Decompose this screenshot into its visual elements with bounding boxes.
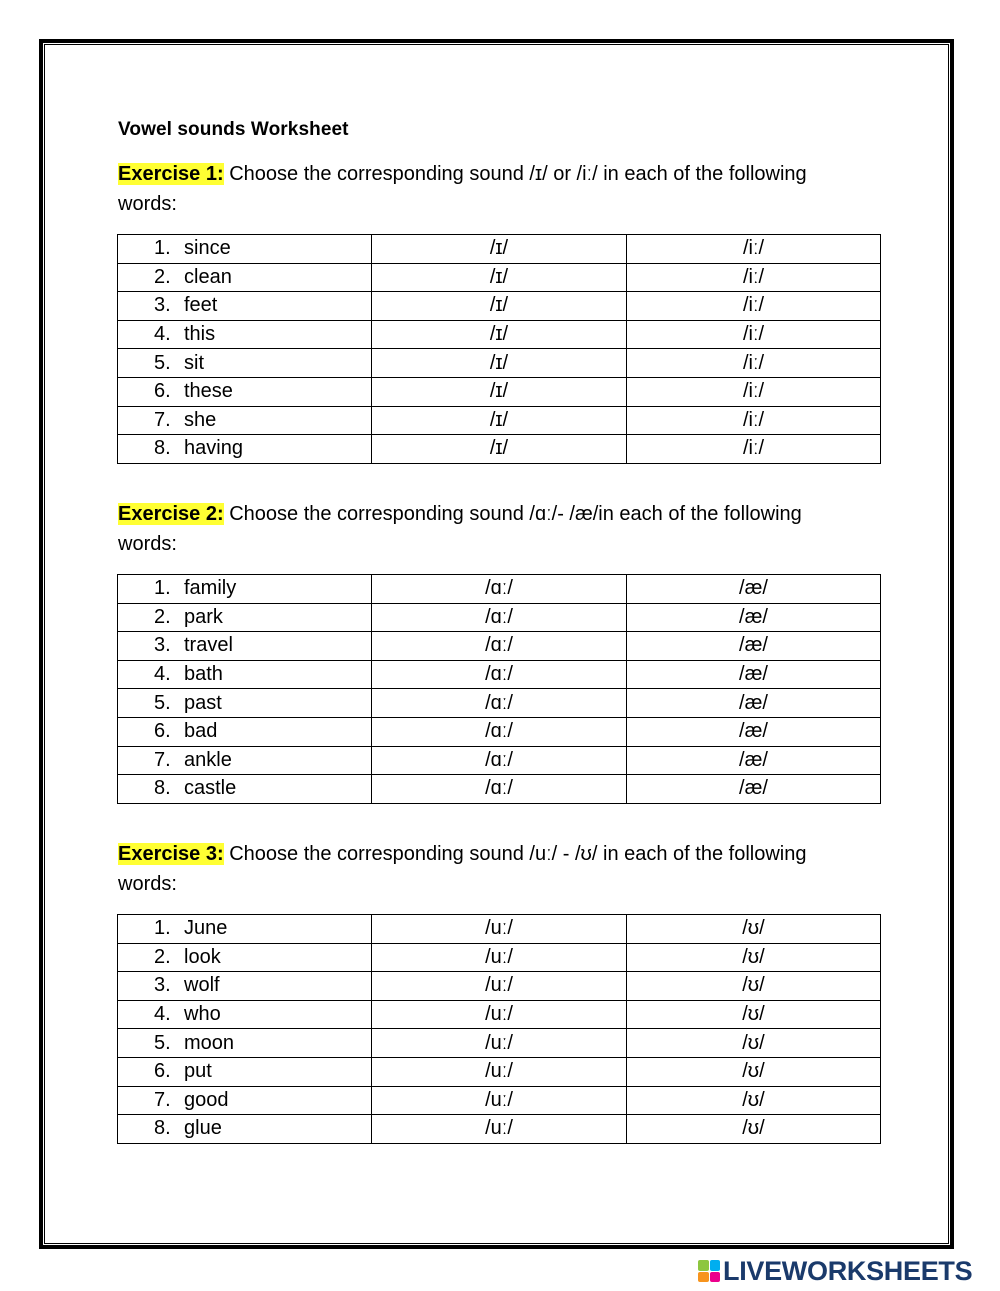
table-row bbox=[118, 632, 881, 661]
item-number: 5. bbox=[154, 1031, 171, 1054]
logo-square-blue bbox=[710, 1260, 721, 1271]
table-row bbox=[118, 717, 881, 746]
table-row bbox=[118, 746, 881, 775]
sound-option-b[interactable]: /ʊ/ bbox=[627, 1000, 881, 1029]
sound-option-a[interactable]: /ɪ/ bbox=[372, 377, 627, 406]
table-row bbox=[118, 1057, 881, 1086]
item-word: she bbox=[184, 408, 217, 431]
sound-option-b[interactable]: /ʊ/ bbox=[627, 972, 881, 1001]
sound-option-a[interactable]: /ɑː/ bbox=[372, 603, 627, 632]
item-word: bath bbox=[184, 663, 223, 686]
table-row bbox=[118, 1000, 881, 1029]
exercise-2-instruction bbox=[118, 499, 858, 559]
sound-option-b[interactable]: /iː/ bbox=[627, 263, 881, 292]
word-cell bbox=[118, 1115, 372, 1144]
item-number: 3. bbox=[154, 974, 171, 997]
word-cell bbox=[118, 943, 372, 972]
sound-option-a[interactable]: /uː/ bbox=[372, 1115, 627, 1144]
word-cell bbox=[118, 406, 372, 435]
item-number: 4. bbox=[154, 1003, 171, 1026]
sound-option-a[interactable]: /uː/ bbox=[372, 1086, 627, 1115]
liveworksheets-branding[interactable] bbox=[698, 1257, 972, 1285]
exercise-1-text: Choose the corresponding sound /ɪ/ or /iː/ in each of the following words: bbox=[118, 163, 807, 215]
table-row bbox=[118, 660, 881, 689]
item-word: having bbox=[184, 437, 243, 460]
item-word: park bbox=[184, 605, 223, 628]
sound-option-b[interactable]: /iː/ bbox=[627, 406, 881, 435]
item-word: bad bbox=[184, 720, 218, 743]
sound-option-a[interactable]: /ɪ/ bbox=[372, 320, 627, 349]
table-row bbox=[118, 1029, 881, 1058]
table-row bbox=[118, 263, 881, 292]
sound-option-b[interactable]: /iː/ bbox=[627, 377, 881, 406]
sound-option-b[interactable]: /ʊ/ bbox=[627, 1029, 881, 1058]
table-row bbox=[118, 377, 881, 406]
exercise-3-table bbox=[117, 914, 881, 1144]
sound-option-a[interactable]: /uː/ bbox=[372, 1057, 627, 1086]
item-word: since bbox=[184, 237, 231, 260]
sound-option-a[interactable]: /ɑː/ bbox=[372, 689, 627, 718]
sound-option-a[interactable]: /uː/ bbox=[372, 1029, 627, 1058]
table-row bbox=[118, 775, 881, 804]
word-cell bbox=[118, 1000, 372, 1029]
table-row bbox=[118, 235, 881, 264]
exercise-2-text: Choose the corresponding sound /ɑː/- /æ/in each of the following words: bbox=[118, 503, 802, 555]
table-row bbox=[118, 575, 881, 604]
item-number: 1. bbox=[154, 917, 171, 940]
sound-option-b[interactable]: /æ/ bbox=[627, 775, 881, 804]
logo-square-orange bbox=[698, 1272, 709, 1283]
sound-option-b[interactable]: /ʊ/ bbox=[627, 943, 881, 972]
word-cell bbox=[118, 603, 372, 632]
word-cell bbox=[118, 1029, 372, 1058]
item-number: 5. bbox=[154, 351, 171, 374]
item-word: past bbox=[184, 691, 222, 714]
word-cell bbox=[118, 775, 372, 804]
word-cell bbox=[118, 972, 372, 1001]
item-number: 5. bbox=[154, 691, 171, 714]
worksheet-title: Vowel sounds Worksheet bbox=[118, 119, 349, 140]
sound-option-a[interactable]: /ɑː/ bbox=[372, 575, 627, 604]
item-number: 8. bbox=[154, 777, 171, 800]
liveworksheets-logo-icon bbox=[698, 1260, 720, 1282]
table-row bbox=[118, 915, 881, 944]
sound-option-a[interactable]: /ɑː/ bbox=[372, 717, 627, 746]
word-cell bbox=[118, 660, 372, 689]
word-cell bbox=[118, 575, 372, 604]
sound-option-a[interactable]: /ɪ/ bbox=[372, 235, 627, 264]
item-number: 7. bbox=[154, 748, 171, 771]
sound-option-a[interactable]: /ɪ/ bbox=[372, 292, 627, 321]
sound-option-b[interactable]: /æ/ bbox=[627, 575, 881, 604]
word-cell bbox=[118, 746, 372, 775]
item-word: ankle bbox=[184, 748, 232, 771]
item-number: 7. bbox=[154, 408, 171, 431]
sound-option-b[interactable]: /iː/ bbox=[627, 320, 881, 349]
sound-option-a[interactable]: /ɪ/ bbox=[372, 263, 627, 292]
word-cell bbox=[118, 1086, 372, 1115]
table-row bbox=[118, 406, 881, 435]
table-row bbox=[118, 292, 881, 321]
sound-option-a[interactable]: /ɪ/ bbox=[372, 349, 627, 378]
sound-option-a[interactable]: /ɪ/ bbox=[372, 435, 627, 464]
table-row bbox=[118, 943, 881, 972]
word-cell bbox=[118, 1057, 372, 1086]
sound-option-a[interactable]: /ɑː/ bbox=[372, 746, 627, 775]
word-cell bbox=[118, 235, 372, 264]
item-number: 4. bbox=[154, 663, 171, 686]
sound-option-b[interactable]: /æ/ bbox=[627, 660, 881, 689]
word-cell bbox=[118, 717, 372, 746]
item-word: clean bbox=[184, 265, 232, 288]
item-word: glue bbox=[184, 1117, 222, 1140]
word-cell bbox=[118, 292, 372, 321]
sound-option-b[interactable]: /æ/ bbox=[627, 717, 881, 746]
item-number: 6. bbox=[154, 1060, 171, 1083]
sound-option-b[interactable]: /æ/ bbox=[627, 632, 881, 661]
sound-option-b[interactable]: /æ/ bbox=[627, 746, 881, 775]
exercise-2-label: Exercise 2: bbox=[118, 503, 224, 525]
table-row bbox=[118, 603, 881, 632]
sound-option-a[interactable]: /ɑː/ bbox=[372, 775, 627, 804]
item-word: travel bbox=[184, 634, 233, 657]
item-word: put bbox=[184, 1060, 212, 1083]
item-word: this bbox=[184, 323, 216, 346]
sound-option-b[interactable]: /æ/ bbox=[627, 603, 881, 632]
word-cell bbox=[118, 320, 372, 349]
sound-option-a[interactable]: /uː/ bbox=[372, 943, 627, 972]
sound-option-a[interactable]: /uː/ bbox=[372, 1000, 627, 1029]
sound-option-b[interactable]: /ʊ/ bbox=[627, 915, 881, 944]
item-word: good bbox=[184, 1088, 229, 1111]
sound-option-b[interactable]: /iː/ bbox=[627, 292, 881, 321]
exercise-1-label: Exercise 1: bbox=[118, 163, 224, 185]
liveworksheets-logo-text: LIVEWORKSHEETS bbox=[723, 1255, 973, 1286]
sound-option-b[interactable]: /iː/ bbox=[627, 435, 881, 464]
item-number: 1. bbox=[154, 577, 171, 600]
word-cell bbox=[118, 263, 372, 292]
sound-option-a[interactable]: /ɑː/ bbox=[372, 632, 627, 661]
item-number: 6. bbox=[154, 380, 171, 403]
sound-option-a[interactable]: /ɪ/ bbox=[372, 406, 627, 435]
sound-option-a[interactable]: /uː/ bbox=[372, 915, 627, 944]
item-number: 2. bbox=[154, 945, 171, 968]
item-word: family bbox=[184, 577, 237, 600]
item-word: look bbox=[184, 945, 221, 968]
table-row bbox=[118, 1086, 881, 1115]
exercise-1-table bbox=[117, 234, 881, 464]
exercise-3-label: Exercise 3: bbox=[118, 843, 224, 865]
logo-square-green bbox=[698, 1260, 709, 1271]
exercise-3-instruction bbox=[118, 839, 858, 899]
item-number: 6. bbox=[154, 720, 171, 743]
item-number: 3. bbox=[154, 634, 171, 657]
word-cell bbox=[118, 377, 372, 406]
logo-square-pink bbox=[710, 1272, 721, 1283]
item-word: sit bbox=[184, 351, 204, 374]
exercise-2-table bbox=[117, 574, 881, 804]
table-row bbox=[118, 689, 881, 718]
sound-option-b[interactable]: /ʊ/ bbox=[627, 1057, 881, 1086]
item-number: 8. bbox=[154, 1117, 171, 1140]
sound-option-b[interactable]: /iː/ bbox=[627, 235, 881, 264]
sound-option-b[interactable]: /ʊ/ bbox=[627, 1086, 881, 1115]
sound-option-b[interactable]: /æ/ bbox=[627, 689, 881, 718]
item-number: 2. bbox=[154, 265, 171, 288]
table-row bbox=[118, 1115, 881, 1144]
item-word: feet bbox=[184, 294, 218, 317]
item-number: 1. bbox=[154, 237, 171, 260]
item-word: these bbox=[184, 380, 233, 403]
item-number: 4. bbox=[154, 323, 171, 346]
word-cell bbox=[118, 349, 372, 378]
item-word: June bbox=[184, 917, 228, 940]
item-number: 3. bbox=[154, 294, 171, 317]
item-word: moon bbox=[184, 1031, 235, 1054]
item-number: 2. bbox=[154, 605, 171, 628]
sound-option-b[interactable]: /ʊ/ bbox=[627, 1115, 881, 1144]
exercise-3-text: Choose the corresponding sound /uː/ - /ʊ/ in each of the following words: bbox=[118, 843, 807, 895]
table-row bbox=[118, 972, 881, 1001]
sound-option-a[interactable]: /ɑː/ bbox=[372, 660, 627, 689]
item-word: who bbox=[184, 1003, 221, 1026]
word-cell bbox=[118, 632, 372, 661]
word-cell bbox=[118, 915, 372, 944]
sound-option-a[interactable]: /uː/ bbox=[372, 972, 627, 1001]
item-number: 7. bbox=[154, 1088, 171, 1111]
table-row bbox=[118, 435, 881, 464]
word-cell bbox=[118, 435, 372, 464]
sound-option-b[interactable]: /iː/ bbox=[627, 349, 881, 378]
exercise-1-instruction bbox=[118, 159, 858, 219]
item-word: castle bbox=[184, 777, 237, 800]
table-row bbox=[118, 320, 881, 349]
item-word: wolf bbox=[184, 974, 220, 997]
word-cell bbox=[118, 689, 372, 718]
table-row bbox=[118, 349, 881, 378]
item-number: 8. bbox=[154, 437, 171, 460]
